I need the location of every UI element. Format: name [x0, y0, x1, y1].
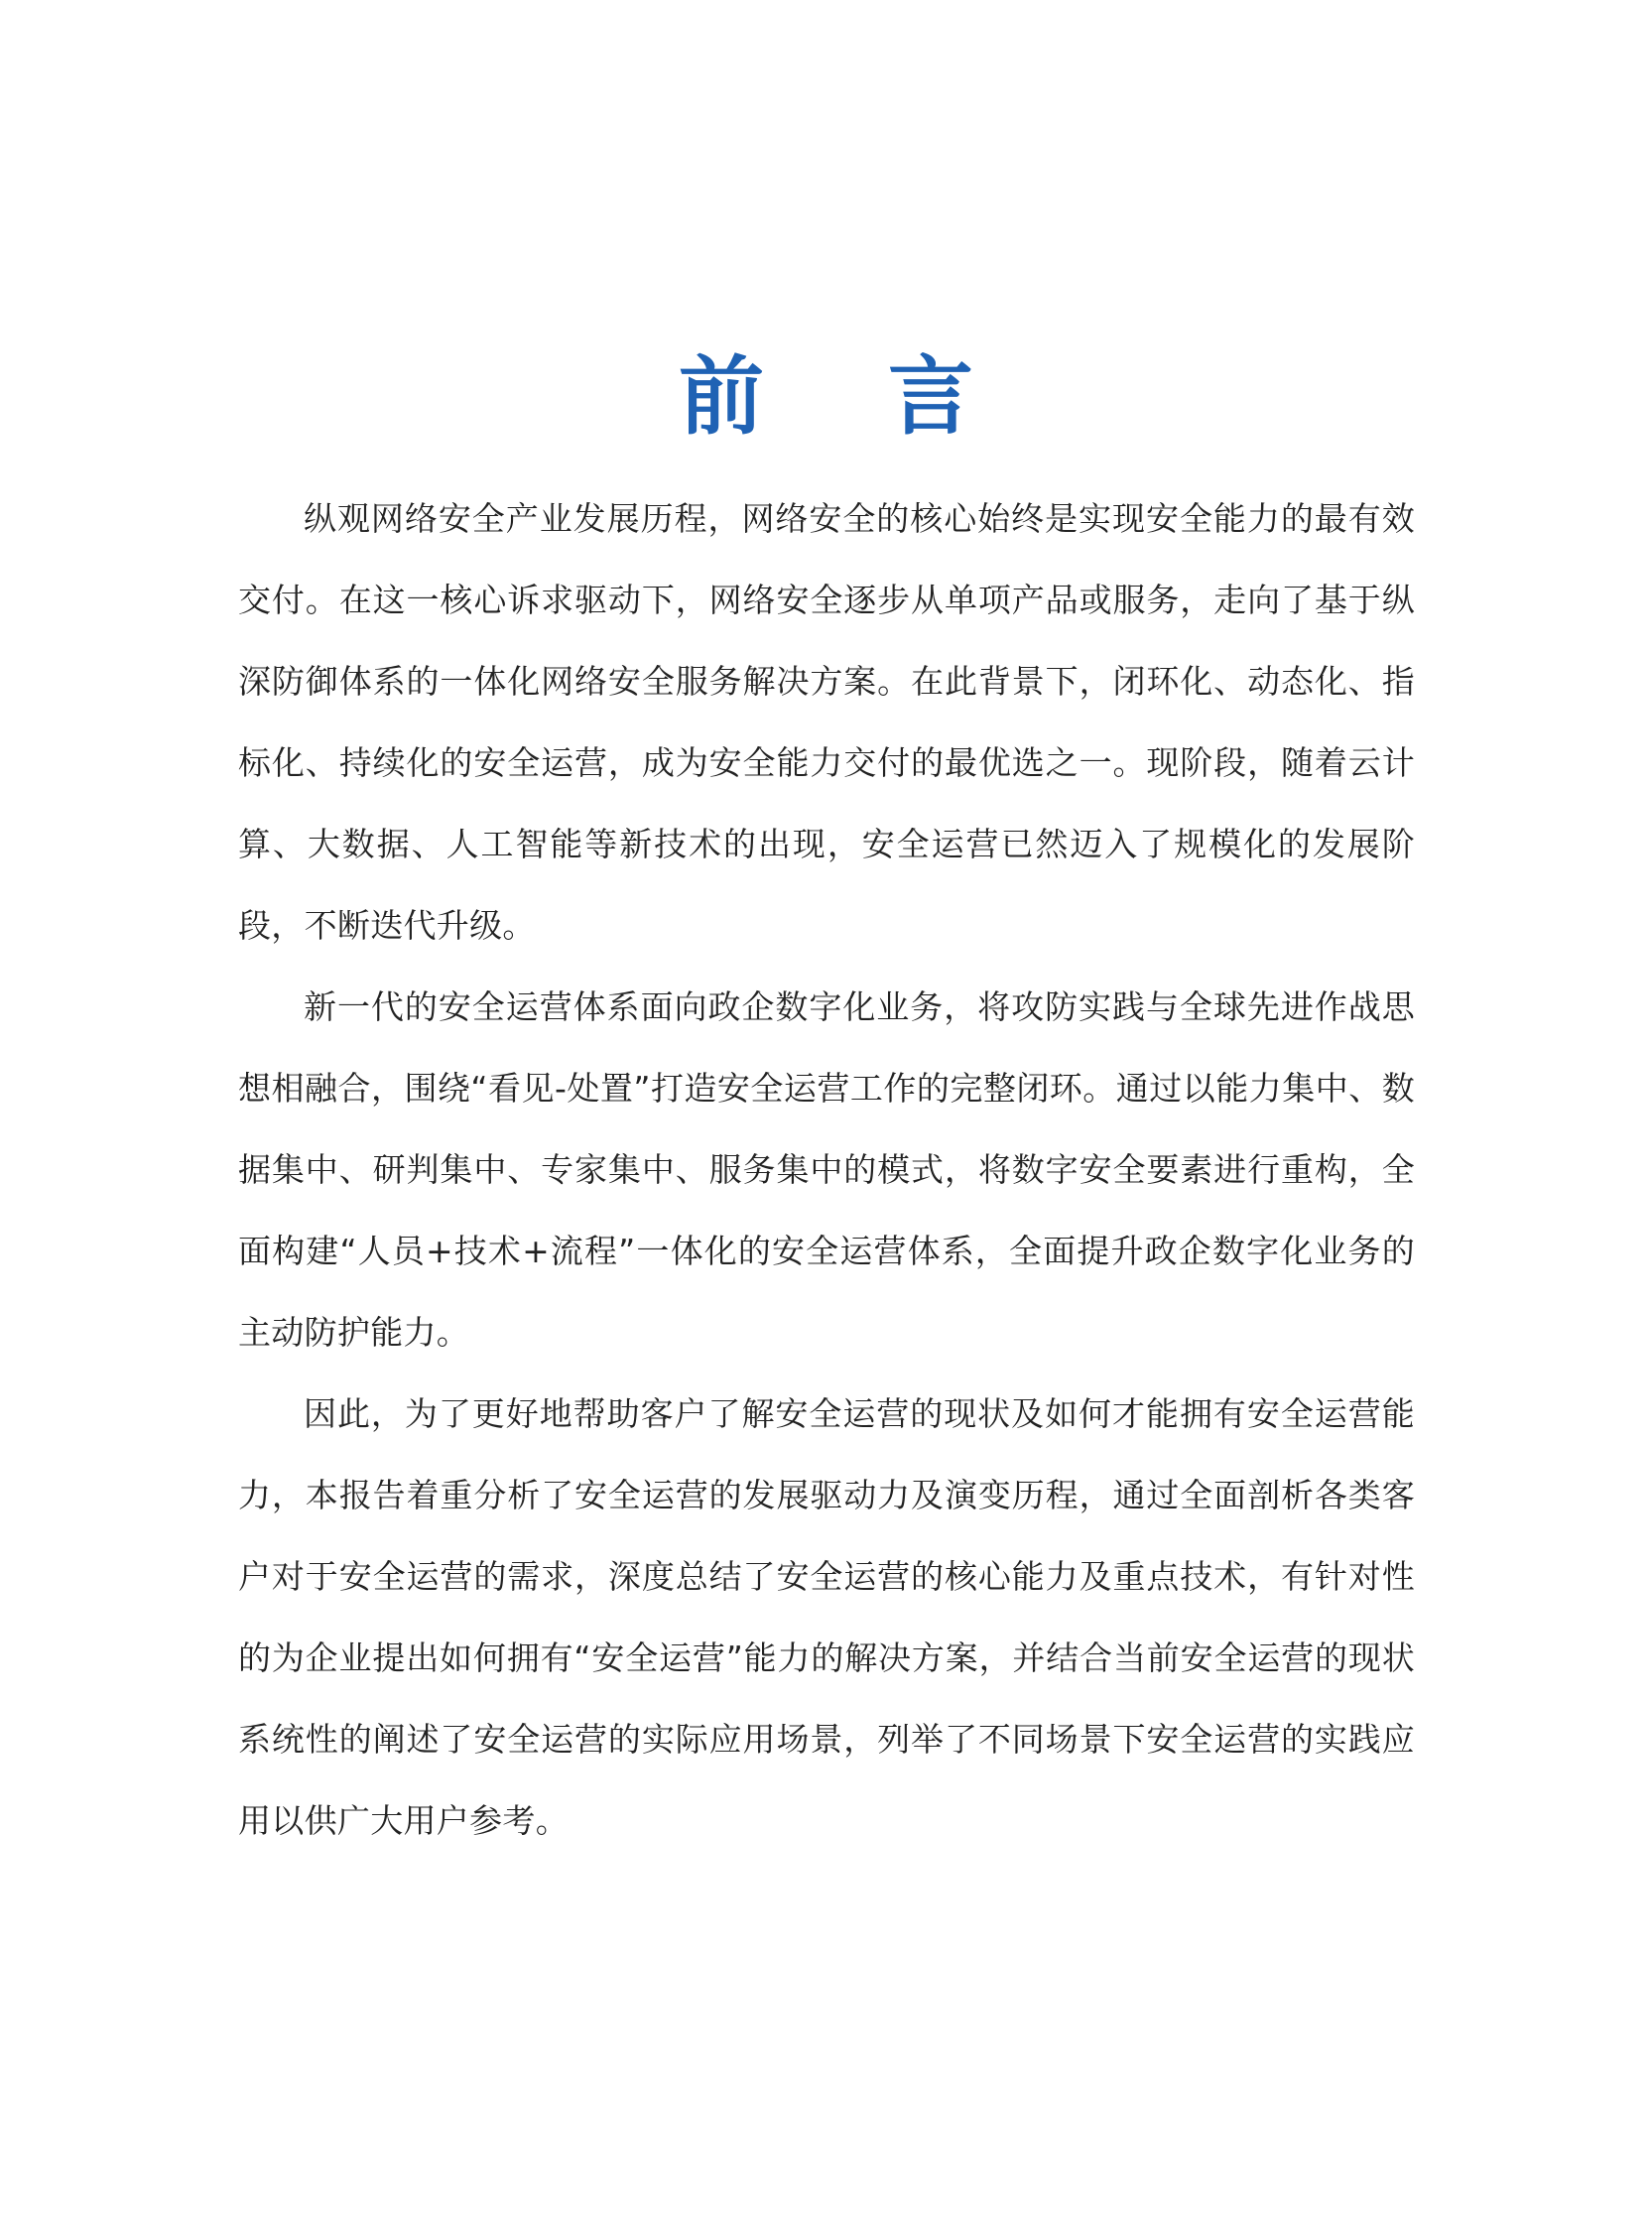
- paragraph-2: 新一代的安全运营体系面向政企数字化业务，将攻防实践与全球先进作战思想相融合，围绕“看见-处置”打造安全运营工作的完整闭环。通过以能力集中、数据集中、研判集中、专家集中、服务集中的模式，将数字安全要素进行重构，全面构建“人员+技术+流程”一体化的安全运营体系，全面提升政企数字化业务的主动防护能力。: [238, 987, 1415, 1352]
- title-char-2: 言: [888, 347, 973, 447]
- preface-body: [238, 478, 1415, 1862]
- page-title: [0, 342, 1652, 452]
- title-char-1: 前: [679, 347, 764, 447]
- paragraph-3: 因此，为了更好地帮助客户了解安全运营的现状及如何才能拥有安全运营能力，本报告着重分析了安全运营的发展驱动力及演变历程，通过全面剖析各类客户对于安全运营的需求，深度总结了安全运营的核心能力及重点技术，有针对性的为企业提出如何拥有“安全运营”能力的解决方案，并结合当前安全运营的现状系统性的阐述了安全运营的实际应用场景，列举了不同场景下安全运营的实践应用以供广大用户参考。: [238, 1394, 1415, 1840]
- paragraph-1: 纵观网络安全产业发展历程，网络安全的核心始终是实现安全能力的最有效交付。在这一核心诉求驱动下，网络安全逐步从单项产品或服务，走向了基于纵深防御体系的一体化网络安全服务解决方案。在此背景下，闭环化、动态化、指标化、持续化的安全运营，成为安全能力交付的最优选之一。现阶段，随着云计算、大数据、人工智能等新技术的出现，安全运营已然迈入了规模化的发展阶段，不断迭代升级。: [238, 499, 1415, 945]
